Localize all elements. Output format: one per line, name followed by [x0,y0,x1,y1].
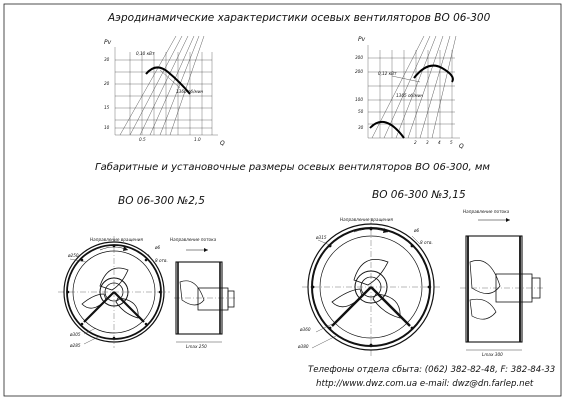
right-chart-power-note: 0,12 кВт [378,71,397,76]
small-fan-rotation-label: Направление вращения [90,237,143,242]
left-chart-x-tick: 1.0 [194,137,201,142]
large-fan-length: Lmax 300 [482,352,503,357]
large-fan-side [460,220,544,350]
footer-web: http://www.dwz.com.ua e-mail: dwz@dn.farlep.net [316,379,534,389]
large-fan-model: ВО 06-300 №3,15 [372,189,466,201]
right-chart-speed-note: 1365 об/мин [396,93,424,98]
large-fan-flange-diameter-2: ø380 [298,344,309,349]
left-chart-y-tick: 20 [104,81,110,86]
large-fan-bolt-diameter: ø6 [414,228,420,233]
right-chart-x-tick: 3 [426,140,429,145]
footer-phones: Телефоны отдела сбыта: (062) 382-82-48, F: 382-84-33 [308,365,556,375]
left-chart-y-tick: 15 [104,105,110,110]
left-chart-y-tick: 30 [104,57,110,62]
large-fan-flange-diameter-1: ø360 [300,327,311,332]
right-chart-y-tick: 200 [355,69,363,74]
right-chart-x-tick: 2 [414,140,417,145]
sheet-frame [4,4,561,396]
small-fan-holes-count: 8 отв. [155,258,168,263]
small-fan-model: ВО 06-300 №2,5 [118,195,205,207]
aero-title: Аэродинамические характеристики осевых вентиляторов ВО 06-300 [108,12,491,24]
right-chart-x-label: Q [459,143,464,150]
small-fan-outer-diameter: ø250 [68,253,79,258]
right-chart-x-tick: 4 [438,140,441,145]
small-fan-flow-arrowhead [204,248,208,252]
large-fan-holes-count: 8 отв. [420,240,433,245]
left-chart-y-label: Pv [104,39,112,46]
right-chart-y-tick: 30 [358,125,364,130]
right-chart-grid [368,45,460,138]
left-chart-x-tick: 0.5 [139,137,146,142]
large-fan-flow-label: Направление потока [463,209,510,214]
large-fan-flow-arrowhead [506,218,510,222]
small-fan-length: Lmax 250 [186,344,207,349]
large-fan-outer-diameter: ø315 [316,235,327,240]
right-chart-curve-low [370,122,404,138]
right-chart-y-tick: 50 [358,109,364,114]
right-chart-y-tick: 300 [355,55,363,60]
large-fan-rotation-label: Направление вращения [340,217,393,222]
left-chart-speed-note: 1360 об/мин [176,89,204,94]
right-chart-y-label: Pv [358,36,366,43]
small-fan-flange-diameter-1: ø305 [70,332,81,337]
small-fan-bolt-diameter: ø6 [155,245,161,250]
left-chart-x-label: Q [220,140,225,147]
left-chart-y-tick: 10 [104,125,110,130]
right-chart-y-tick: 100 [355,97,363,102]
dims-title: Габаритные и установочные размеры осевых вентиляторов ВО 06-300, мм [95,162,490,173]
small-fan-flow-label: Направление потока [170,237,217,242]
small-fan-flange-diameter-2: ø285 [70,343,81,348]
right-chart-x-tick: 5 [450,140,453,145]
small-fan-side [174,250,236,342]
left-chart-power-note: 0,10 кВт [136,51,155,56]
